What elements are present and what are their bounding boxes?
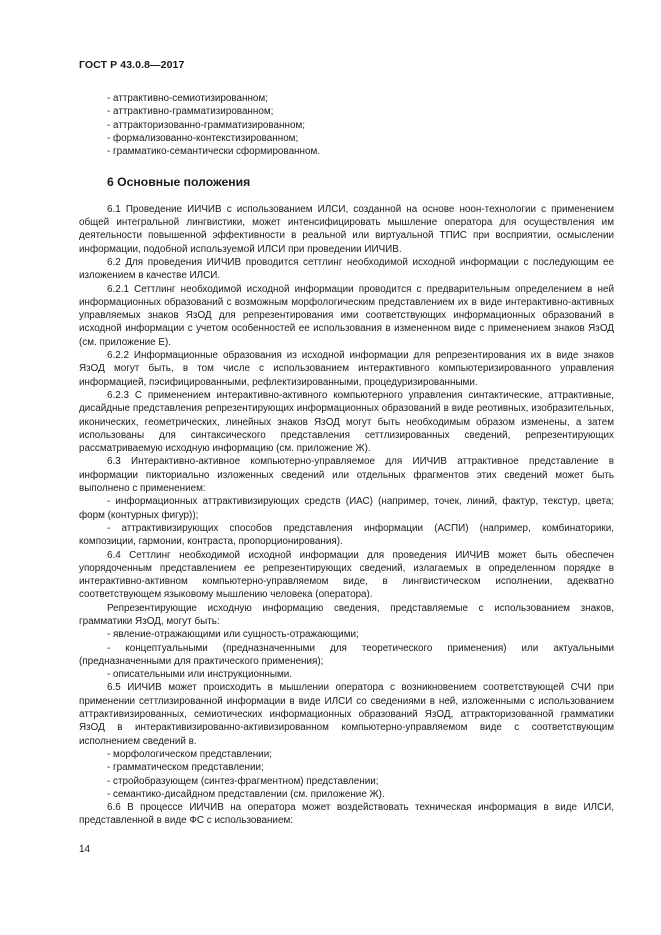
list-item: - семантико-дисайдном представлении (см. приложение Ж). (79, 788, 614, 801)
section-title: 6 Основные положения (107, 175, 251, 190)
list-item: - явление-отражающими или сущность-отражающими; (79, 628, 614, 641)
list-item: - концептуальными (предназначенными для теоретического применения) или актуальными (предназначенными для практического применения); (79, 642, 614, 669)
paragraph-6-2-3: 6.2.3 С применением интерактивно-активного компьютерного управления синтактические, аттрактивные, дисайдные представления репрезентирующих информационных образований в виде реотивных, изобразительных, иконических, геометрических, линейных знаков ЯзОД могут быть необходимым образом изменены, а затем использованы для синтаксического представления сеттлизированных сведений, репрезентирующих рассматриваемую исходную информацию (см. приложение Ж). (79, 389, 614, 455)
list-item: - аттракторизованно-грамматизированном; (79, 119, 614, 132)
list-item: - морфологическом представлении; (79, 748, 614, 761)
paragraph-6-3: 6.3 Интерактивно-активное компьютерно-управляемое для ИИЧИВ аттрактивное представление в информации пикториально изложенных сведений или отдельных фрагментов этих сведений может быть выполнено с применением: (79, 456, 614, 495)
paragraph-6-4: 6.4 Сеттлинг необходимой исходной информации для проведения ИИЧИВ может быть обеспечен упорядоченным представлением ее репрезентирующих сведений, излагаемых в определенном порядке в интерактивно-активном компьютерно-управляемом виде, в лингвистическом исполнении, адекватно соответствующем языковому мышлению человека (оператора). (79, 549, 614, 601)
paragraph: Репрезентирующие исходную информацию сведения, представляемые с использованием знаков, грамматики ЯзОД, могут быть: (79, 602, 614, 627)
top-list (79, 92, 614, 158)
paragraph-6-5: 6.5 ИИЧИВ может происходить в мышлении оператора с возникновением соответствующей СЧИ при применении сеттлизированной информации в виде ИЛСИ со сведениями в ней, изложенными с использованием аттрактивизированных, семиотических информационных образований ЯзОД, аттракторизованной грамматики ЯзОД в интерактивизированно-активизированном компьютерно-управляемом виде с соответствующим исполнением сведений в. (79, 682, 614, 747)
list-item: - описательными или инструкционными. (79, 668, 614, 681)
page-number: 14 (79, 844, 91, 855)
list-item: - грамматико-семантически сформированном. (79, 145, 614, 158)
paragraph-6-2-2: 6.2.2 Информационные образования из исходной информации для репрезентирования их в виде знаков ЯзОД могут быть, в том числе с использованием интерактивного компьютеризированного управления информацией, пэсифицированными, рефлектизированными, процедуризированными. (79, 350, 614, 388)
list-item: - аттрактивно-семиотизированном; (79, 92, 614, 105)
paragraph-6-6: 6.6 В процессе ИИЧИВ на оператора может воздействовать техническая информация в виде ИЛСИ, представленной в виде ФС с использованием: (79, 802, 614, 827)
document-code: ГОСТ Р 43.0.8—2017 (79, 59, 185, 71)
paragraph-6-2-1: 6.2.1 Сеттлинг необходимой исходной информации проводится с предварительным определением в ней информационных образований с возможным морфологическим представлением их в виде интерактивно-активных управляемых знаков ЯзОД для репрезентирования ими соответствующих информационных образований в исходной информации с учетом особенностей ее использования в измененном виде с применением знаков ЯзОД (см. приложение Е). (79, 283, 614, 348)
list-item: - информационных аттрактивизирующих средств (ИАС) (например, точек, линий, фактур, текстур, цвета; форм (контурных фигур)); (79, 495, 614, 522)
list-item: - аттрактивно-грамматизированном; (79, 105, 614, 118)
page-content (79, 92, 614, 828)
section-body (79, 203, 614, 828)
paragraph-6-2: 6.2 Для проведения ИИЧИВ проводится сеттлинг необходимой исходной информации с последующим ее изложением в качестве ИЛСИ. (79, 256, 614, 282)
list-item: - формализованно-контекстизированном; (79, 132, 614, 145)
paragraph-6-1: 6.1 Проведение ИИЧИВ с использованием ИЛСИ, созданной на основе ноон-технологии с применением общей интегральной лингвистики, может интенсифицировать мышление оператора для осуществления им деятельности повышенной эффективности в реальной или виртуальной ТПИС при восприятии, осмыслении информации, подобной используемой ИЛСИ при проведении ИИЧИВ. (79, 203, 614, 255)
list-item: - стройобразующем (синтез-фрагментном) представлении; (79, 775, 614, 788)
list-item: - грамматическом представлении; (79, 761, 614, 774)
list-item: - аттрактивизирующих способов представления информации (АСПИ) (например, комбинаторики, композиции, гармонии, контраста, пропорционирования). (79, 522, 614, 549)
